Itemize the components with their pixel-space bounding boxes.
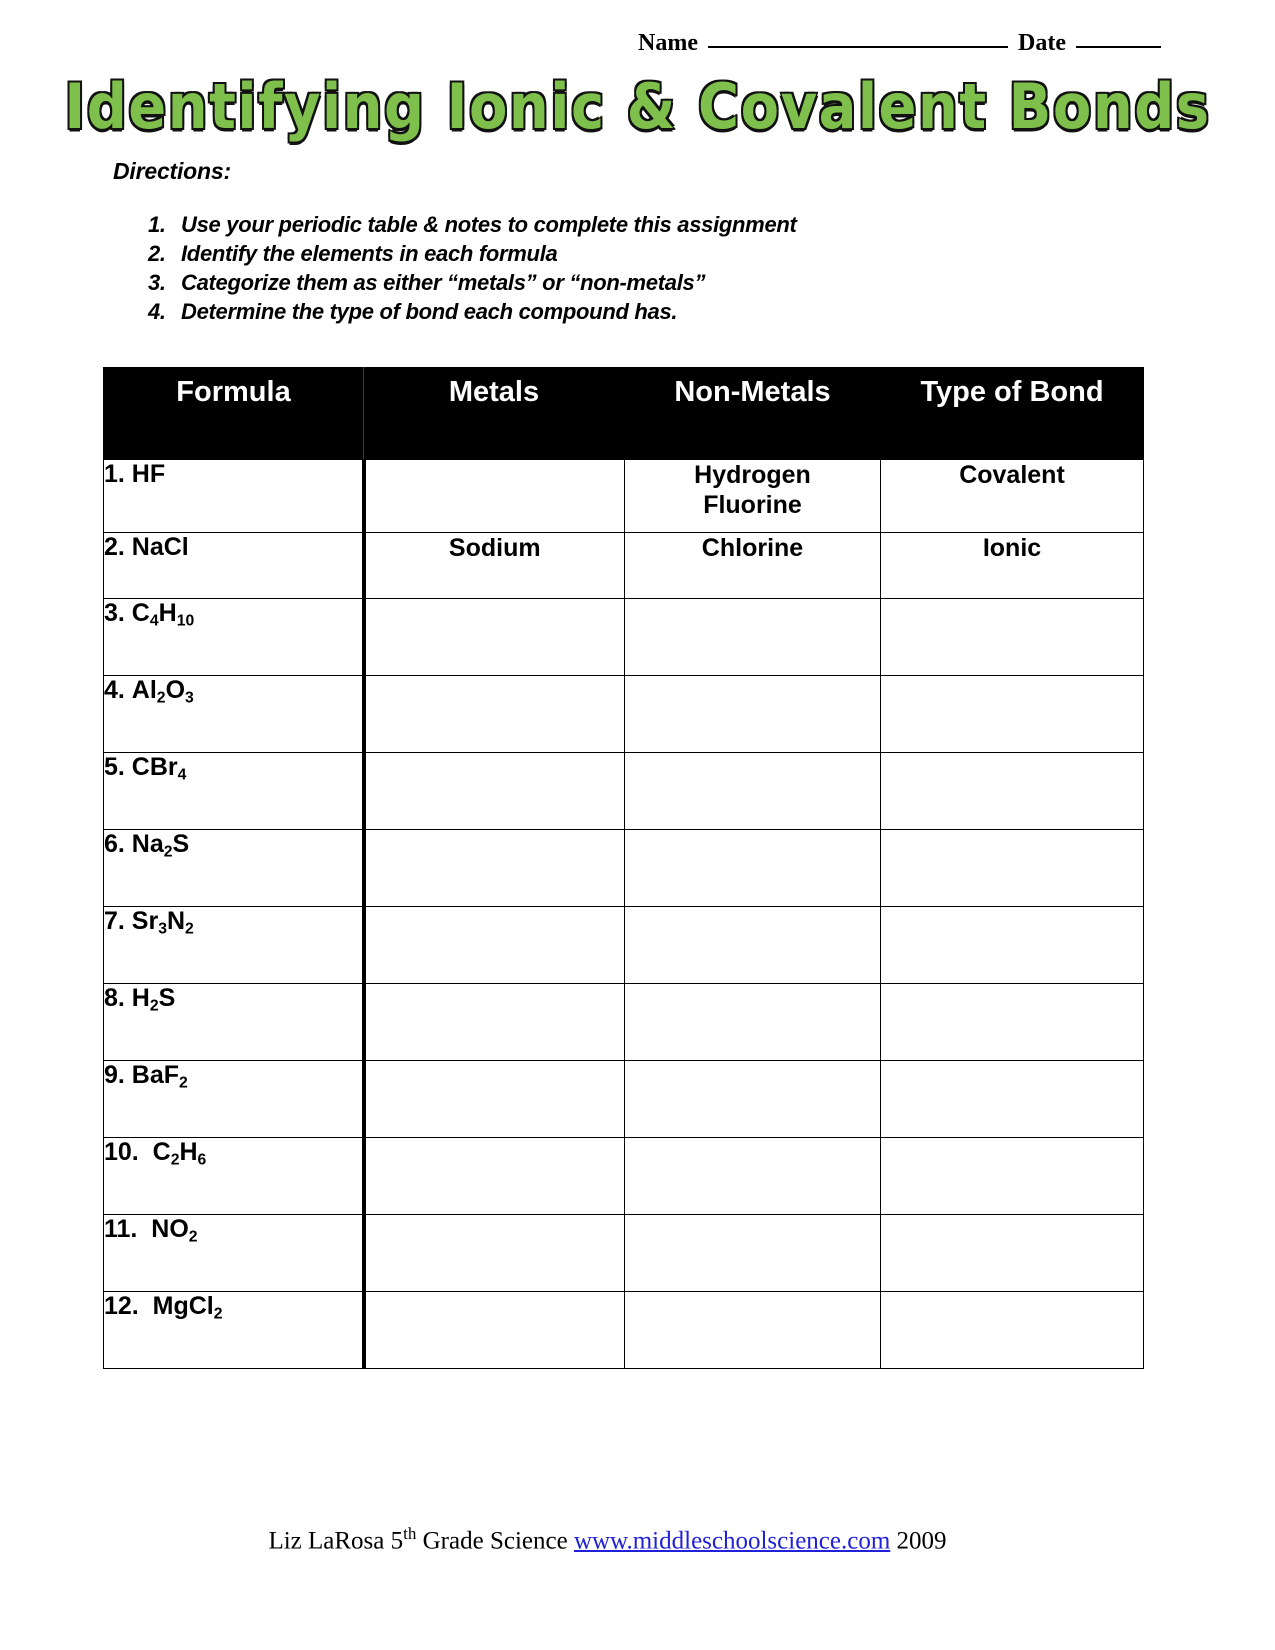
cell-type-of-bond[interactable]: Covalent	[881, 460, 1144, 533]
name-write-line[interactable]	[708, 46, 1008, 48]
name-label: Name	[638, 30, 699, 56]
directions-heading: Directions:	[113, 158, 231, 184]
name-date-line	[0, 30, 1165, 57]
footer-year: 2009	[890, 1527, 947, 1555]
cell-non-metals[interactable]	[625, 1292, 881, 1369]
cell-metals[interactable]: Sodium	[364, 533, 625, 599]
direction-number: 1.	[148, 212, 166, 237]
cell-formula: 3. $C_4H_{10}$	[104, 599, 364, 676]
cell-formula: 8. $H_2S$	[104, 984, 364, 1061]
cell-metals[interactable]	[364, 1292, 625, 1369]
cell-metals[interactable]	[364, 676, 625, 753]
cell-type-of-bond[interactable]	[881, 830, 1144, 907]
cell-type-of-bond[interactable]	[881, 984, 1144, 1061]
direction-number: 4.	[148, 299, 166, 324]
cell-formula: 11. $NO_2$	[104, 1215, 364, 1292]
cell-metals[interactable]	[364, 1061, 625, 1138]
cell-non-metals[interactable]	[625, 676, 881, 753]
direction-item-4	[148, 297, 797, 326]
table-header-row	[104, 368, 1144, 460]
footer-credit	[0, 1524, 1215, 1555]
table-row	[104, 1292, 1144, 1369]
cell-metals[interactable]	[364, 907, 625, 984]
direction-number: 2.	[148, 241, 166, 266]
cell-non-metals[interactable]	[625, 830, 881, 907]
direction-text: Use your periodic table & notes to complete this assignment	[181, 212, 797, 237]
cell-type-of-bond[interactable]	[881, 753, 1144, 830]
cell-formula: 2. NaCl	[104, 533, 364, 599]
cell-non-metals[interactable]: Hydrogen Fluorine	[625, 460, 881, 533]
table-row	[104, 1061, 1144, 1138]
table-row	[104, 830, 1144, 907]
date-label: Date	[1018, 30, 1066, 56]
table-row	[104, 460, 1144, 533]
direction-item-3	[148, 268, 797, 297]
cell-type-of-bond[interactable]	[881, 1061, 1144, 1138]
cell-non-metals[interactable]	[625, 1215, 881, 1292]
direction-item-2	[148, 239, 797, 268]
column-header-non-metals: Non-Metals	[625, 368, 881, 460]
cell-type-of-bond[interactable]	[881, 1138, 1144, 1215]
cell-formula: 7. $Sr_3N_2$	[104, 907, 364, 984]
cell-formula: 5. CBr$_4$	[104, 753, 364, 830]
direction-text: Categorize them as either “metals” or “non-metals”	[181, 270, 706, 295]
table-row	[104, 1138, 1144, 1215]
cell-formula: 4. $Al_2O_3$	[104, 676, 364, 753]
cell-metals[interactable]	[364, 1138, 625, 1215]
cell-non-metals[interactable]	[625, 984, 881, 1061]
column-header-type-of-bond: Type of Bond	[881, 368, 1144, 460]
table-row	[104, 676, 1144, 753]
date-write-line[interactable]	[1076, 46, 1161, 48]
cell-formula: 6. $Na_2S$	[104, 830, 364, 907]
cell-non-metals[interactable]	[625, 1061, 881, 1138]
direction-text: Identify the elements in each formula	[181, 241, 558, 266]
direction-item-1	[148, 210, 797, 239]
direction-number: 3.	[148, 270, 166, 295]
footer-ordinal: th	[403, 1524, 417, 1543]
cell-type-of-bond[interactable]	[881, 676, 1144, 753]
table-row	[104, 984, 1144, 1061]
cell-non-metals[interactable]	[625, 1138, 881, 1215]
footer-subject: Grade Science	[416, 1527, 574, 1555]
table-row	[104, 753, 1144, 830]
cell-formula: 9. BaF$_2$	[104, 1061, 364, 1138]
page-title-container	[0, 70, 1275, 144]
cell-type-of-bond[interactable]	[881, 599, 1144, 676]
cell-non-metals[interactable]	[625, 907, 881, 984]
cell-type-of-bond[interactable]	[881, 1215, 1144, 1292]
table-row	[104, 533, 1144, 599]
page-title: Identifying Ionic & Covalent Bonds	[64, 70, 1211, 144]
cell-metals[interactable]	[364, 599, 625, 676]
cell-type-of-bond[interactable]: Ionic	[881, 533, 1144, 599]
cell-non-metals[interactable]	[625, 753, 881, 830]
table-row	[104, 599, 1144, 676]
cell-formula: 10. $C_2H_6$	[104, 1138, 364, 1215]
table-body	[104, 460, 1144, 1369]
footer-author: Liz LaRosa 5	[268, 1527, 404, 1555]
direction-text: Determine the type of bond each compound has.	[181, 299, 678, 324]
cell-type-of-bond[interactable]	[881, 1292, 1144, 1369]
cell-metals[interactable]	[364, 830, 625, 907]
table-row	[104, 907, 1144, 984]
footer-url-link[interactable]: www.middleschoolscience.com	[573, 1527, 891, 1555]
cell-metals[interactable]	[364, 460, 625, 533]
cell-metals[interactable]	[364, 984, 625, 1061]
bonds-worksheet-table	[103, 367, 1144, 1369]
column-header-formula: Formula	[104, 368, 364, 460]
cell-non-metals[interactable]	[625, 599, 881, 676]
cell-metals[interactable]	[364, 753, 625, 830]
cell-non-metals[interactable]: Chlorine	[625, 533, 881, 599]
column-header-metals: Metals	[364, 368, 625, 460]
cell-metals[interactable]	[364, 1215, 625, 1292]
cell-formula: 1. HF	[104, 460, 364, 533]
cell-formula: 12. MgCl$_2$	[104, 1292, 364, 1369]
table-row	[104, 1215, 1144, 1292]
cell-type-of-bond[interactable]	[881, 907, 1144, 984]
directions-list	[148, 210, 797, 326]
